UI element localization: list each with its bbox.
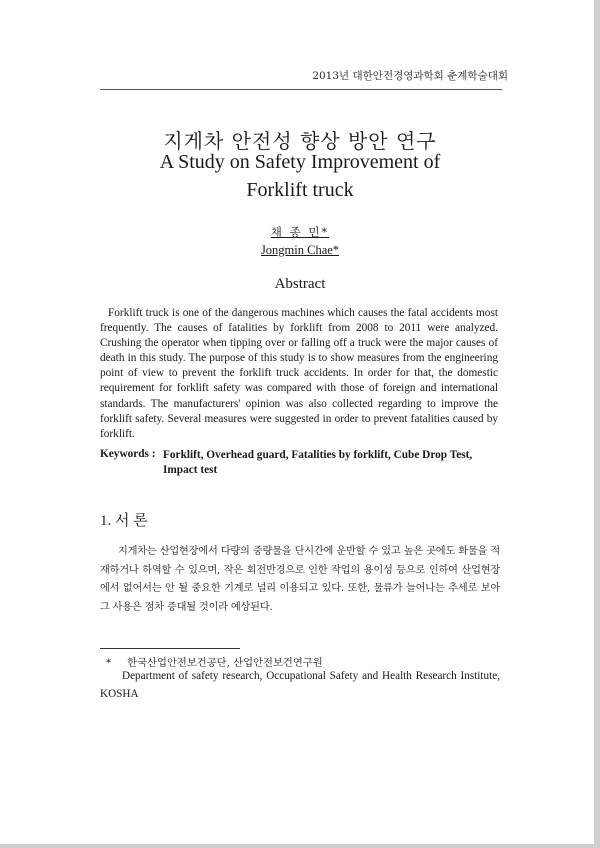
abstract-body: Forklift truck is one of the dangerous machines which causes the fatal accidents most frequently. The causes of fatalities by forklift from 2008 to 2011 were analyzed. Crushing the operator when tipping over or falling off a truck were the major causes of death in this study. The purpose of this study is to show measures from the engineering point of view to prevent the forklift truck accidents. In order for that, the domestic requirement for forklift safety was compared with those of foreign and international standards. The manufacturers' opinion was also collected regarding to improve the forklift safety. Several measures were suggested in order to prevent fatalities caused by forklift. xyxy=(100,307,498,440)
keywords-label: Keywords : xyxy=(100,448,156,460)
section-heading-introduction: 1. 서 론 xyxy=(100,513,148,529)
keywords-value: Forklift, Overhead guard, Fatalities by forklift, Cube Drop Test, Impact test xyxy=(163,449,473,476)
footnote-affiliation-english: Department of safety research, Occupational Safety and Health Research Institute, KOSHA xyxy=(100,670,500,700)
author-english xyxy=(0,243,600,258)
introduction-body: 지게차는 산업현장에서 다량의 중량물을 단시간에 운반할 수 있고 높은 곳에도 화물을 적재하거나 하역할 수 있으며, 작은 회전반경으로 인한 작업의 용이성 등으로 인하여 산업현장에서 없어서는 안 될 중요한 기계로 널리 이용되고 있다. 또한, 물류가 늘어나는 추세로 보아 그 사용은 점차 증대될 것이라 예상된다. xyxy=(100,546,500,613)
footnote-korean-text: 한국산업안전보건공단, 산업안전보건연구원 xyxy=(127,657,323,669)
author-korean-name: 채 종 민* xyxy=(270,225,330,239)
title-korean: 지게차 안전성 향상 방안 연구 xyxy=(163,129,437,153)
title-english-line2: Forklift truck xyxy=(246,179,354,201)
author-english-name: Jongmin Chae* xyxy=(260,243,340,257)
running-head: 2013년 대한안전경영과학회 춘계학술대회 xyxy=(312,70,508,82)
author-korean xyxy=(0,224,600,240)
footnote-mark: * xyxy=(106,657,112,669)
page-edge-shadow-bottom xyxy=(0,844,600,848)
footnote-affiliation-korean xyxy=(106,654,323,669)
abstract-heading: Abstract xyxy=(274,276,326,292)
footnote-rule xyxy=(100,648,240,649)
title-english-line1: A Study on Safety Improvement of xyxy=(159,151,441,173)
header-rule xyxy=(100,89,502,90)
